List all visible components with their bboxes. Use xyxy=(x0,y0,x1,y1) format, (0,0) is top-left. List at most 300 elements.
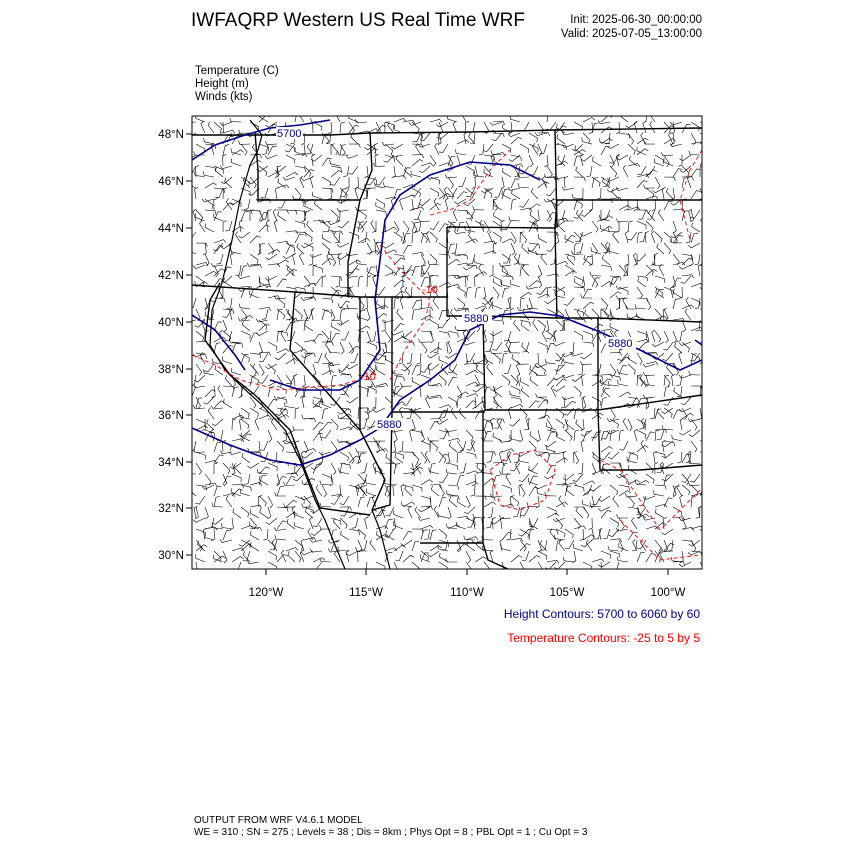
wind-barb xyxy=(635,304,646,309)
wind-barb xyxy=(511,386,520,394)
wind-barb xyxy=(520,208,532,211)
wind-barb xyxy=(448,377,457,386)
wind-barb xyxy=(625,231,628,243)
wind-barb xyxy=(439,282,451,287)
wind-barb xyxy=(664,243,671,254)
wind-barb xyxy=(259,352,271,356)
wind-barb xyxy=(554,562,565,569)
wind-barb xyxy=(430,155,436,167)
wind-barb xyxy=(439,474,448,483)
wind-barb xyxy=(277,349,289,353)
wind-barb xyxy=(628,144,635,155)
wind-barb xyxy=(535,372,547,376)
wind-barb xyxy=(358,453,365,463)
wind-barb xyxy=(547,432,555,441)
wind-barb xyxy=(366,408,369,420)
wind-barb xyxy=(673,507,682,516)
wind-barb xyxy=(646,432,654,441)
wind-barb xyxy=(219,286,223,298)
wind-barb xyxy=(241,355,249,364)
wind-barb xyxy=(615,221,619,233)
wind-barb xyxy=(691,122,699,131)
wind-barb xyxy=(533,319,538,331)
wind-barb xyxy=(529,529,534,540)
wind-barb xyxy=(565,235,575,243)
wind-barb xyxy=(223,386,234,390)
wind-barb xyxy=(388,122,394,133)
wind-barb xyxy=(637,232,642,243)
wind-barb xyxy=(475,275,479,287)
wind-barb xyxy=(300,386,304,397)
wind-barb xyxy=(688,482,700,486)
wind-barb xyxy=(400,198,404,210)
wind-barb xyxy=(233,562,241,571)
wind-barb xyxy=(367,497,374,507)
wind-barb xyxy=(484,431,491,441)
wind-barb xyxy=(430,441,438,451)
wind-barb xyxy=(214,240,226,243)
wind-barb xyxy=(457,192,468,199)
wind-barb xyxy=(511,556,522,563)
wind-barb xyxy=(545,155,549,167)
wind-barb xyxy=(573,544,583,551)
wind-barb xyxy=(352,518,358,528)
wind-barb xyxy=(583,118,595,123)
wind-barb xyxy=(236,265,241,276)
wind-barb xyxy=(320,503,331,507)
wind-barb xyxy=(417,353,421,364)
wind-barb xyxy=(556,529,565,537)
wind-barb xyxy=(487,452,493,462)
wind-barb xyxy=(646,196,658,199)
wind-barb xyxy=(574,287,585,292)
wind-barb xyxy=(452,243,458,254)
wind-barb xyxy=(545,298,557,304)
wind-barb xyxy=(259,307,271,310)
temperature-contour-legend: Temperature Contours: -25 to 5 by 5 xyxy=(507,631,700,645)
wind-barb xyxy=(250,353,261,358)
wind-barb xyxy=(581,440,584,452)
wind-barb xyxy=(421,163,433,166)
wind-barb xyxy=(562,144,574,148)
wind-barb xyxy=(691,283,703,287)
wind-barb xyxy=(286,359,298,365)
wind-barb xyxy=(449,497,457,507)
wind-barb xyxy=(459,408,466,419)
wind-barb xyxy=(430,530,437,540)
wind-barb xyxy=(620,112,628,122)
wind-barb xyxy=(583,302,594,309)
wind-barb xyxy=(214,213,223,221)
wind-barb xyxy=(412,232,417,243)
wind-barb xyxy=(650,408,655,419)
wind-barb xyxy=(277,298,285,308)
wind-barb xyxy=(322,231,334,234)
wind-barb xyxy=(674,289,683,298)
wind-barb xyxy=(412,221,417,233)
wind-barb xyxy=(475,430,486,435)
wind-barb xyxy=(675,343,683,353)
wind-barb xyxy=(483,144,493,152)
wind-barb xyxy=(277,241,289,244)
wind-barb xyxy=(367,489,376,497)
wind-barb xyxy=(510,463,520,471)
longitude-labels xyxy=(249,587,686,599)
wind-barb xyxy=(664,387,670,398)
longitude-label: 110°W xyxy=(450,587,484,599)
wind-barb xyxy=(463,342,475,345)
wind-barb xyxy=(520,199,530,207)
wind-barb xyxy=(304,166,311,177)
wind-barb xyxy=(662,187,665,199)
wind-barb xyxy=(284,402,295,408)
wind-barb xyxy=(421,342,427,353)
wind-barb xyxy=(297,243,304,254)
wind-barb xyxy=(458,177,466,186)
wind-barb xyxy=(504,364,511,374)
wind-barb xyxy=(355,207,367,211)
wind-barb xyxy=(460,463,466,473)
wind-barb xyxy=(563,358,574,364)
wind-barb xyxy=(307,221,314,232)
wind-barb xyxy=(673,235,683,243)
wind-barb xyxy=(349,114,358,122)
wind-barb xyxy=(225,221,232,231)
wind-barb xyxy=(487,364,493,375)
wind-barb xyxy=(418,507,430,512)
wind-barb xyxy=(493,320,504,325)
wind-barb xyxy=(330,160,340,166)
wind-barb xyxy=(533,143,539,155)
wind-barb xyxy=(223,309,234,314)
wind-barb xyxy=(576,507,583,518)
wind-barb xyxy=(223,188,227,199)
wind-barb xyxy=(501,220,505,232)
wind-barb xyxy=(682,211,688,221)
wind-barb xyxy=(493,342,503,350)
wind-barb xyxy=(349,529,360,535)
wind-barb xyxy=(533,220,538,232)
wind-barb xyxy=(426,396,430,408)
wind-barb xyxy=(232,419,236,430)
wind-barb xyxy=(565,401,576,408)
wind-barb xyxy=(394,254,404,260)
wind-barb xyxy=(457,498,466,507)
wind-barb xyxy=(623,418,628,430)
wind-barb xyxy=(673,278,681,287)
wind-barb xyxy=(673,221,676,233)
wind-barb xyxy=(538,132,550,136)
wind-barb xyxy=(212,386,216,398)
wind-barb xyxy=(305,322,313,331)
wind-barb xyxy=(578,364,583,375)
wind-barb xyxy=(331,333,340,342)
wind-barb xyxy=(475,496,486,500)
wind-barb xyxy=(695,298,700,309)
wind-barb xyxy=(340,507,352,511)
wind-barb xyxy=(277,185,289,188)
wind-barb xyxy=(546,188,556,196)
wind-barb xyxy=(196,452,206,459)
wind-barb xyxy=(214,122,222,132)
wind-barb xyxy=(448,485,459,490)
wind-barb xyxy=(581,155,592,161)
wind-barb xyxy=(223,309,232,317)
wind-barb xyxy=(573,474,583,482)
wind-barb xyxy=(546,320,549,332)
wind-barb xyxy=(619,463,623,475)
wind-barb xyxy=(287,519,295,529)
wind-barb xyxy=(529,243,540,249)
wind-barb xyxy=(563,451,566,463)
wind-barb xyxy=(257,441,261,453)
temperature-contour-label: -10 xyxy=(360,371,376,383)
wind-barb xyxy=(268,146,277,155)
wind-barb xyxy=(574,430,579,441)
wind-barb xyxy=(196,210,203,221)
wind-barb xyxy=(268,496,273,508)
wind-barb xyxy=(620,441,628,450)
wind-barb xyxy=(196,331,204,341)
wind-barb xyxy=(520,430,523,442)
wind-barb xyxy=(295,166,306,172)
wind-barb xyxy=(305,508,313,518)
wind-barb xyxy=(322,400,331,408)
wind-barb xyxy=(403,233,410,243)
wind-barb xyxy=(211,406,223,410)
wind-barb xyxy=(358,331,364,342)
wind-barb xyxy=(536,394,548,398)
wind-barb xyxy=(430,119,442,122)
wind-barb xyxy=(574,177,585,181)
wind-barb xyxy=(646,474,654,484)
wind-barb xyxy=(645,231,649,243)
wind-barb xyxy=(312,154,316,166)
wind-barb xyxy=(196,114,205,122)
wind-barb xyxy=(286,172,298,177)
wind-barb xyxy=(313,364,316,376)
wind-barb xyxy=(360,419,367,429)
wind-barb xyxy=(479,144,484,155)
wind-barb xyxy=(322,177,331,186)
wind-barb xyxy=(205,507,208,519)
wind-barb xyxy=(685,309,691,320)
wind-barb xyxy=(691,169,701,177)
wind-barb xyxy=(322,276,326,287)
wind-barb xyxy=(299,253,304,265)
wind-barb xyxy=(218,385,223,397)
wind-barb xyxy=(340,496,349,505)
wind-barb xyxy=(439,243,447,253)
wind-barb xyxy=(193,449,205,453)
wind-barb xyxy=(673,410,681,419)
wind-barb xyxy=(259,342,262,354)
wind-barb xyxy=(688,176,692,188)
wind-barb xyxy=(547,419,552,431)
wind-barb xyxy=(691,233,698,243)
wind-barb xyxy=(608,381,619,386)
wind-barb xyxy=(430,546,442,551)
wind-barb xyxy=(510,391,520,397)
wind-barb xyxy=(357,452,360,464)
wind-barb xyxy=(277,507,288,512)
wind-barb xyxy=(412,377,421,386)
wind-barb xyxy=(538,364,546,374)
wind-barb xyxy=(212,503,223,507)
wind-barb xyxy=(484,251,496,254)
wind-barb xyxy=(259,496,266,507)
wind-barb xyxy=(546,445,556,452)
wind-barb xyxy=(226,496,232,507)
wind-barb xyxy=(401,484,404,496)
wind-barb xyxy=(302,452,313,458)
wind-barb xyxy=(442,540,448,550)
wind-barb xyxy=(345,177,349,189)
wind-barb xyxy=(205,527,217,530)
wind-barb xyxy=(250,254,258,264)
wind-barb xyxy=(331,419,338,430)
height-contour-label: 5880 xyxy=(464,313,489,325)
wind-barb xyxy=(394,176,406,180)
wind-barb xyxy=(266,518,277,524)
wind-barb xyxy=(691,191,700,199)
init-time: Init: 2025-06-30_00:00:00 xyxy=(570,14,702,26)
latitude-label: 30°N xyxy=(158,550,184,562)
wind-barb xyxy=(563,474,574,480)
wind-barb xyxy=(547,430,557,436)
wind-barb xyxy=(493,397,498,409)
wind-barb xyxy=(203,397,214,404)
wind-barb xyxy=(484,452,496,456)
wind-barb xyxy=(617,514,629,518)
wind-barb xyxy=(331,254,336,266)
wind-barb xyxy=(572,194,583,199)
wind-barb xyxy=(338,151,349,155)
wind-barb xyxy=(250,408,258,417)
wind-barb xyxy=(502,375,510,385)
wind-barb xyxy=(346,253,358,256)
wind-barb xyxy=(691,142,703,145)
wind-barb xyxy=(700,562,705,574)
wind-barb xyxy=(691,441,697,452)
wind-barb xyxy=(302,396,305,408)
wind-barb xyxy=(682,275,694,279)
wind-barb xyxy=(493,243,497,254)
wind-barb xyxy=(187,246,196,254)
wind-barb xyxy=(466,394,478,397)
wind-barb xyxy=(592,559,604,562)
wind-barb xyxy=(448,438,460,441)
wind-barb xyxy=(214,401,225,408)
wind-barb xyxy=(676,331,682,342)
wind-barb xyxy=(311,463,322,470)
wind-barb xyxy=(193,518,205,522)
wind-barb xyxy=(314,353,322,362)
wind-barb xyxy=(215,365,223,375)
wind-barb xyxy=(680,418,683,430)
wind-barb xyxy=(564,298,574,305)
wind-barb xyxy=(412,154,424,158)
wind-barb xyxy=(397,309,403,320)
wind-barb xyxy=(421,496,431,503)
wind-barb xyxy=(211,529,215,541)
wind-barb xyxy=(241,144,247,155)
wind-barb xyxy=(349,144,360,148)
wind-barb xyxy=(551,385,556,397)
wind-barb xyxy=(372,397,376,408)
wind-barb xyxy=(275,353,286,360)
wind-barb xyxy=(428,437,439,441)
wind-barb xyxy=(464,132,467,144)
wind-barb xyxy=(250,289,258,298)
wind-barb xyxy=(301,353,313,358)
wind-barb xyxy=(421,525,433,529)
wind-barb xyxy=(662,452,673,458)
wind-barb xyxy=(196,263,208,266)
wind-barb xyxy=(325,353,331,364)
wind-barb xyxy=(576,243,583,253)
wind-barb xyxy=(268,463,277,471)
wind-barb xyxy=(484,155,495,160)
wind-barb xyxy=(304,449,316,452)
wind-barb xyxy=(583,535,595,540)
wind-barb xyxy=(328,251,340,255)
wind-barb xyxy=(259,324,270,331)
wind-barb xyxy=(367,331,371,343)
wind-barb xyxy=(637,375,641,386)
wind-barb xyxy=(511,243,515,255)
wind-barb xyxy=(277,441,284,452)
wind-barb xyxy=(547,379,558,386)
wind-barb xyxy=(500,539,503,551)
wind-barb xyxy=(214,486,221,496)
wind-barb xyxy=(466,471,478,474)
wind-barb xyxy=(355,119,367,123)
wind-barb xyxy=(469,122,475,133)
wind-barb xyxy=(214,463,218,474)
wind-barb xyxy=(412,160,423,167)
wind-barb xyxy=(518,529,529,536)
wind-barb xyxy=(283,482,295,486)
wind-barb xyxy=(214,343,220,353)
wind-barb xyxy=(692,223,700,232)
wind-barb xyxy=(508,430,512,442)
wind-barb xyxy=(275,187,279,199)
wind-barb xyxy=(253,364,259,375)
wind-barb xyxy=(646,554,655,563)
wind-barb xyxy=(250,542,259,551)
wind-barb xyxy=(331,518,341,525)
wind-barb xyxy=(223,531,231,540)
wind-barb xyxy=(573,551,576,563)
wind-barb xyxy=(470,133,475,144)
wind-barb xyxy=(457,516,469,519)
wind-barb xyxy=(367,419,376,428)
wind-barb xyxy=(262,309,268,319)
wind-barb xyxy=(547,560,559,563)
wind-barb xyxy=(203,528,206,540)
wind-barb xyxy=(230,253,234,265)
wind-barb xyxy=(250,482,262,485)
wind-barb xyxy=(286,473,298,477)
wind-barb xyxy=(382,142,394,146)
wind-barb xyxy=(466,481,478,485)
wind-barb xyxy=(576,167,583,178)
wind-barb xyxy=(512,354,520,364)
wind-barb xyxy=(294,522,304,529)
wind-barb xyxy=(502,239,514,243)
wind-barb xyxy=(376,243,380,255)
